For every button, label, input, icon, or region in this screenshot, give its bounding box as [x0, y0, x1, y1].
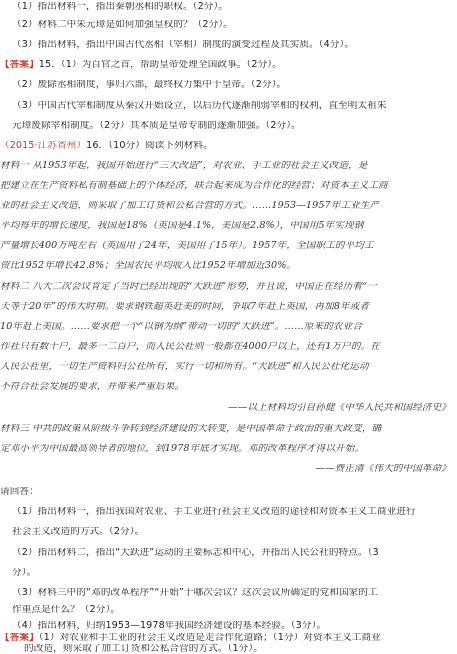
material-line: 材料二 八大二次会议肯定了当时已经出现的“大跃进”形势，并且说，中国正在经历着“一 [0, 282, 377, 292]
material-line: 材料三 中共的政策从阶级斗争转到经济建设的大转变，是中国革命于政治的重大政变，确 [0, 424, 382, 434]
material-line: 材料一 从1953年起，我国开始进行“三大改造”，对农业、手工业的社会主义改造，是 [0, 161, 368, 171]
question-line: 分）。 [12, 568, 37, 578]
question-source: （2015·江苏省州） [0, 141, 87, 151]
answer-text: 15．（1）为百官之首，帮助皇帝处理全国政事。（2分）。 [38, 60, 282, 70]
material-line: 人民公社里，一切生产资料归公社所有，实行一切和所有。“大跃进”和人民公社化运动 [0, 362, 369, 372]
question-line: （3）材料三中的“邓的改革程序”“开始”于哪次会议？这次会议所确定的党和国家的工 [12, 588, 378, 598]
prompt-line: 请回答： [0, 487, 39, 497]
material-line: 产量增长400万吨左右（英国用了24年，美国用了15年）。1957年，全国职工的平均工 [0, 241, 374, 251]
answer-line [0, 633, 451, 643]
answer-line: （3）中国古代宰相制度从秦汉开始设立，以后历代逐渐削弱宰相的权利，直至明太祖朱 [12, 101, 387, 111]
question-line: （3）指出材料，指出中国古代丞相（宰相）制度的演变过程及其实质。（4分）。 [12, 40, 355, 50]
answer-line: （2）废除丞相制度，事归六部，最终权力集中于皇帝。（2分）。 [12, 80, 287, 90]
material-line: 10年赶上美国。……要求把一个“以钢为纲”带动一切的“大跃进”。……原来的农业合 [0, 322, 363, 332]
question-line: （1）指出材料一，指出秦朝丞相的职权。（2分）。 [12, 2, 229, 12]
material-line: 定邓小平为中国最高领导者的地位，到1978年底才实现。邓的改革程序才得以开始。 [0, 444, 365, 454]
answer-label: 【答案】 [0, 633, 39, 643]
material-line: 天等于20年”的伟大时期。要求钢铁超英赶美的时间，争取7年赶上英国，再加8年或者 [0, 302, 370, 312]
material-line: 把建立在生产资料私有制基础上的个体经济，联合起来成为合作化的经营；对资本主义工商 [0, 181, 388, 191]
question-title: 16．（10分）阅读下列材料。 [86, 141, 213, 151]
material-line: 资比1952年增长42.8%；全国农民平均收入比1952年增加近30%。 [0, 261, 297, 271]
material-line: 作社只有数十户，最多一二百户，而人民公社则一般都在4000户以上，还有1万户的。在 [0, 342, 380, 352]
question-line: （1）指出材料一，指出我国对农业、手工业进行社会主义改造的途径和对资本主义工商业进行 [12, 507, 416, 517]
question-line: 社会主义改造的方式。（2分）。 [12, 527, 145, 537]
question-line: （4）指出材料，归纳1953—1978年我国经济建设的基本经验。（3分）。 [12, 621, 327, 631]
material-line: 平均每年的增长速度，我国是18%（英国是4.1%，美国是2.8%），中国用5年实现钢 [0, 221, 364, 231]
question-line: 作重点是什么？（2分）。 [12, 605, 121, 615]
answer-line [0, 60, 451, 70]
question-line: （2）材料二中朱元璋是如何加强皇权的？（2分）。 [12, 20, 233, 30]
citation-line: ——以上材料均引自孙健《中华人民共和国经济史》 [228, 403, 451, 413]
answer-line: 的改造，则采取了加工订货和公私合营的方式。（1分）。 [24, 644, 263, 654]
material-line: 不符合社会发展的要求，并带来严重后果。 [0, 382, 185, 392]
answer-line: 元璋废除宰相制度。（2分）其本质是皇帝专制的逐渐加强。（2分）。 [12, 121, 301, 131]
answer-label: 【答案】 [0, 60, 39, 70]
question-line: （2）指出材料二，指出“大跃进”运动的主要标志和中心，并指出人民公社的特点。（3 [12, 548, 379, 558]
question-heading [0, 141, 451, 151]
citation-line: ——费正清《伟大的中国革命》 [315, 464, 451, 474]
material-line: 业的社会主义改造，则采取了加工订货和公私合营的方式。……1953—1957年工业生产 [0, 201, 380, 211]
answer-text: （1）对农业和手工业的社会主义改造是走合作化道路；（1分）对资本主义工商业 [38, 633, 381, 643]
